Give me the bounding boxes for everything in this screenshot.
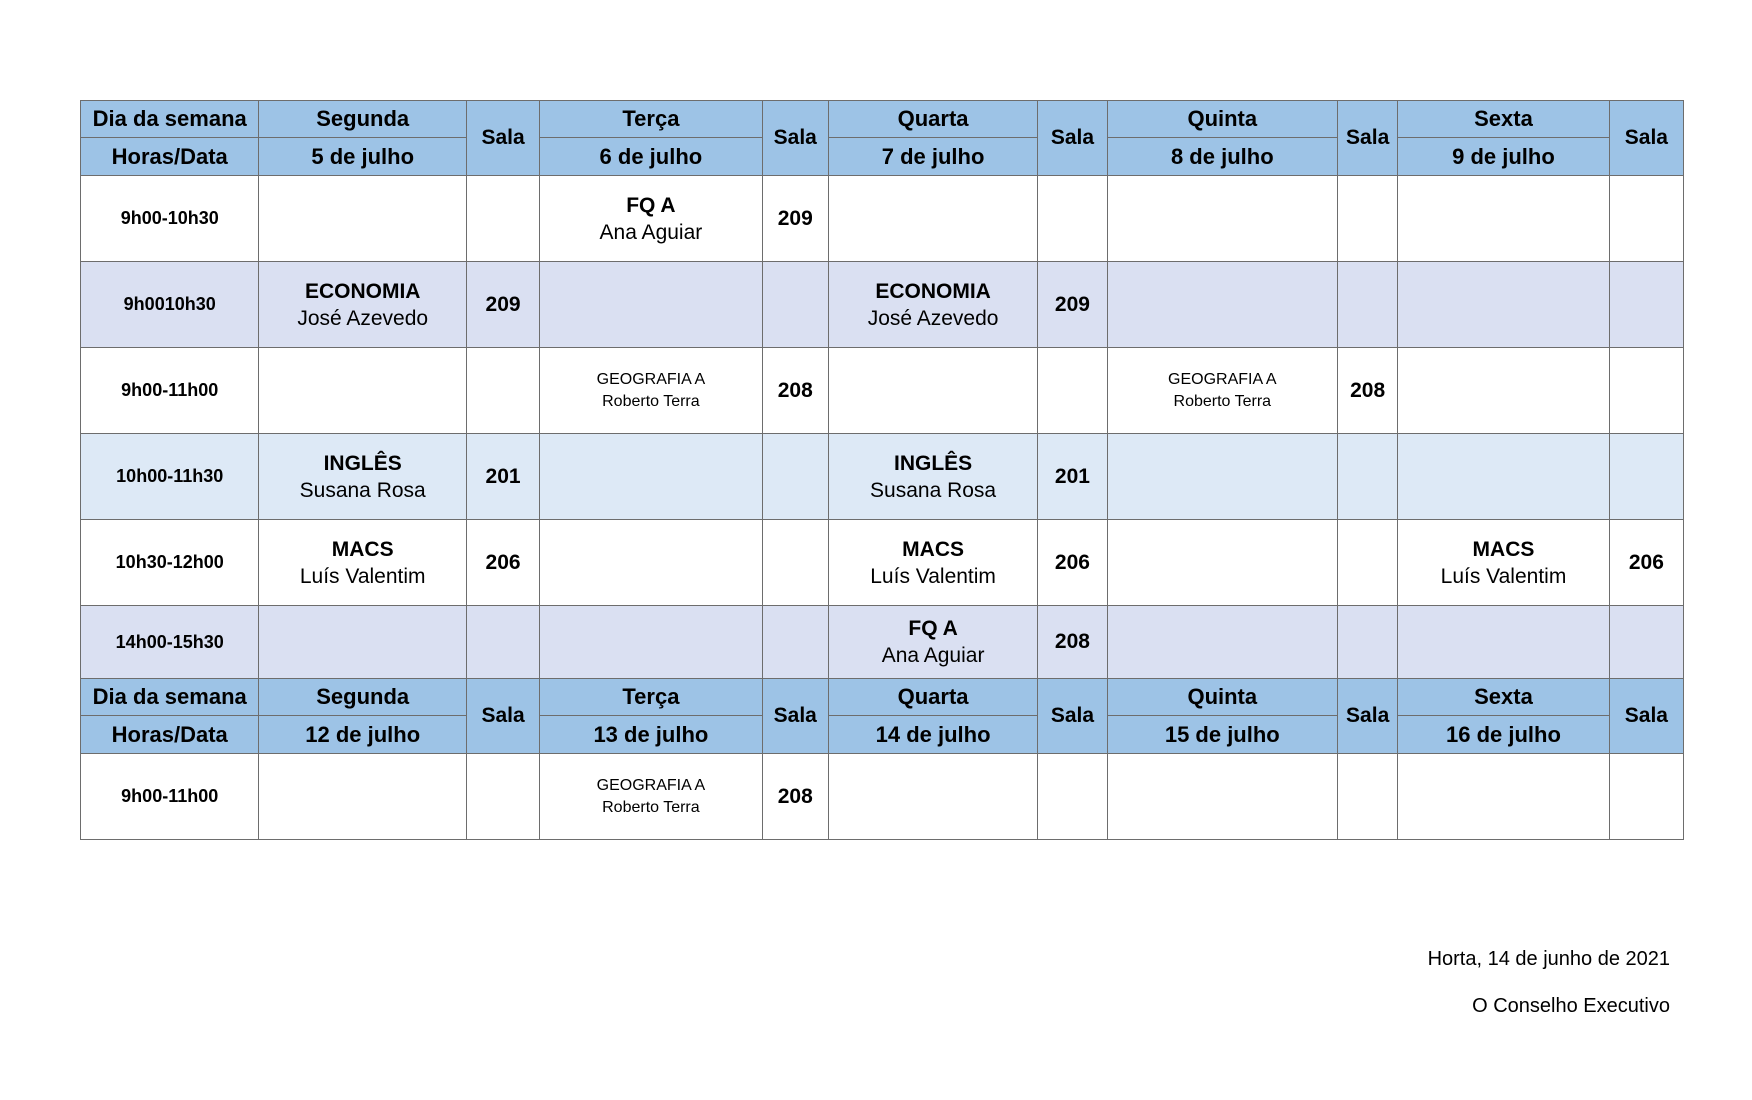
exam-room [1338,754,1398,840]
exam-subject: GEOGRAFIA A [596,776,706,794]
header-day-date: 14 de julho [828,716,1038,754]
header-day-date: 12 de julho [259,716,467,754]
exam-cell [540,348,763,434]
header-day-label: Dia da semana [81,101,259,138]
header-room-label: Sala [1609,101,1683,176]
exam-room: 208 [1338,348,1398,434]
header-day-name: Quinta [1107,679,1338,716]
exam-subject: ECONOMIA [304,279,421,303]
header-day-name: Quinta [1107,101,1338,138]
exam-room [762,262,828,348]
exam-room [466,606,539,679]
exam-cell [828,434,1038,520]
exam-teacher: Luís Valentim [870,564,996,588]
exam-cell [1398,434,1610,520]
header-room-label: Sala [762,679,828,754]
exam-cell [1398,262,1610,348]
exam-cell [259,262,467,348]
time-slot: 9h00-10h30 [81,176,259,262]
exam-teacher: Susana Rosa [870,478,997,502]
exam-subject: MACS [902,537,964,561]
table-row [81,176,1684,262]
exam-cell [1398,754,1610,840]
exam-teacher: José Azevedo [867,306,999,330]
header-room-label: Sala [466,679,539,754]
header-row-dates [81,716,1684,754]
table-row [81,606,1684,679]
exam-room [1338,176,1398,262]
header-row-days [81,101,1684,138]
header-day-name: Quarta [828,101,1038,138]
exam-room [1609,754,1683,840]
header-room-label: Sala [762,101,828,176]
exam-room: 206 [1038,520,1107,606]
exam-cell [540,606,763,679]
header-day-date: 13 de julho [540,716,763,754]
table-row [81,754,1684,840]
exam-teacher: Luís Valentim [1440,564,1567,588]
exam-cell [1398,606,1610,679]
exam-cell [1107,176,1338,262]
exam-cell [259,606,467,679]
time-slot: 9h00-11h00 [81,348,259,434]
exam-subject: GEOGRAFIA A [596,370,706,388]
exam-room [1038,348,1107,434]
exam-subject: FQ A [908,617,958,640]
exam-room: 209 [762,176,828,262]
exam-cell [259,434,467,520]
exam-cell [1107,520,1338,606]
header-time-label: Horas/Data [81,716,259,754]
exam-cell [540,754,763,840]
exam-cell [1398,176,1610,262]
header-day-name: Sexta [1398,101,1610,138]
exam-room [762,434,828,520]
exam-room [466,176,539,262]
exam-cell [259,348,467,434]
exam-teacher: Luís Valentim [299,564,426,588]
header-day-date: 16 de julho [1398,716,1610,754]
exam-room [1338,434,1398,520]
exam-teacher: Roberto Terra [602,798,700,816]
table-row [81,434,1684,520]
exam-room: 209 [466,262,539,348]
exam-cell [828,754,1038,840]
place-date: Horta, 14 de junho de 2021 [1427,948,1670,970]
exam-cell [540,262,763,348]
exam-room [1609,348,1683,434]
exam-teacher: José Azevedo [297,306,429,330]
header-day-date: 9 de julho [1398,138,1610,176]
exam-room [762,606,828,679]
exam-cell [828,348,1038,434]
exam-room [1609,262,1683,348]
header-day-date: 5 de julho [259,138,467,176]
table-row [81,262,1684,348]
exam-room [1609,606,1683,679]
header-room-label: Sala [466,101,539,176]
header-room-label: Sala [1038,101,1107,176]
exam-cell [259,176,467,262]
exam-cell [259,520,467,606]
exam-cell [828,262,1038,348]
exam-room: 209 [1038,262,1107,348]
exam-room [1338,262,1398,348]
signature: O Conselho Executivo [1472,995,1670,1017]
exam-cell [1107,606,1338,679]
exam-cell [828,606,1038,679]
header-day-name: Terça [540,101,763,138]
exam-subject: MACS [331,537,394,561]
exam-room: 206 [466,520,539,606]
exam-teacher: Susana Rosa [299,478,426,502]
exam-subject: ECONOMIA [875,279,991,303]
exam-schedule-table [80,100,1684,840]
header-row-dates [81,138,1684,176]
header-day-name: Sexta [1398,679,1610,716]
exam-room [466,348,539,434]
header-room-label: Sala [1609,679,1683,754]
exam-room: 201 [466,434,539,520]
exam-cell [259,754,467,840]
exam-room: 201 [1038,434,1107,520]
table-row [81,520,1684,606]
exam-room [762,520,828,606]
header-day-name: Segunda [259,679,467,716]
exam-teacher: Roberto Terra [1173,392,1272,410]
header-room-label: Sala [1338,679,1398,754]
header-room-label: Sala [1338,101,1398,176]
exam-cell [1398,520,1610,606]
header-row-days [81,679,1684,716]
exam-subject: INGLÊS [893,451,973,475]
exam-cell [1107,348,1338,434]
exam-room [1038,754,1107,840]
exam-cell [540,520,763,606]
exam-teacher: Ana Aguiar [599,220,703,244]
exam-subject: GEOGRAFIA A [1168,370,1277,388]
header-time-label: Horas/Data [81,138,259,176]
header-day-date: 6 de julho [540,138,763,176]
table-row [81,348,1684,434]
header-day-date: 15 de julho [1107,716,1338,754]
exam-room: 208 [762,348,828,434]
exam-room [1338,520,1398,606]
exam-cell [828,176,1038,262]
exam-subject: FQ A [626,193,676,217]
header-day-name: Quarta [828,679,1038,716]
time-slot: 9h0010h30 [81,262,259,348]
header-day-label: Dia da semana [81,679,259,716]
exam-room [1338,606,1398,679]
exam-cell [1107,754,1338,840]
exam-cell [540,434,763,520]
time-slot: 10h00-11h30 [81,434,259,520]
exam-cell [1398,348,1610,434]
header-day-date: 7 de julho [828,138,1038,176]
exam-cell [1107,262,1338,348]
exam-subject: INGLÊS [323,451,402,475]
exam-cell [1107,434,1338,520]
time-slot: 14h00-15h30 [81,606,259,679]
exam-cell [540,176,763,262]
time-slot: 10h30-12h00 [81,520,259,606]
header-room-label: Sala [1038,679,1107,754]
exam-room: 206 [1609,520,1683,606]
exam-room [1609,176,1683,262]
header-day-date: 8 de julho [1107,138,1338,176]
exam-room [1038,176,1107,262]
time-slot: 9h00-11h00 [81,754,259,840]
exam-subject: MACS [1472,537,1535,561]
exam-room: 208 [762,754,828,840]
header-day-name: Segunda [259,101,467,138]
exam-cell [828,520,1038,606]
header-day-name: Terça [540,679,763,716]
exam-teacher: Ana Aguiar [881,644,985,667]
exam-room [466,754,539,840]
exam-teacher: Roberto Terra [602,392,700,410]
exam-room [1609,434,1683,520]
exam-room: 208 [1038,606,1107,679]
